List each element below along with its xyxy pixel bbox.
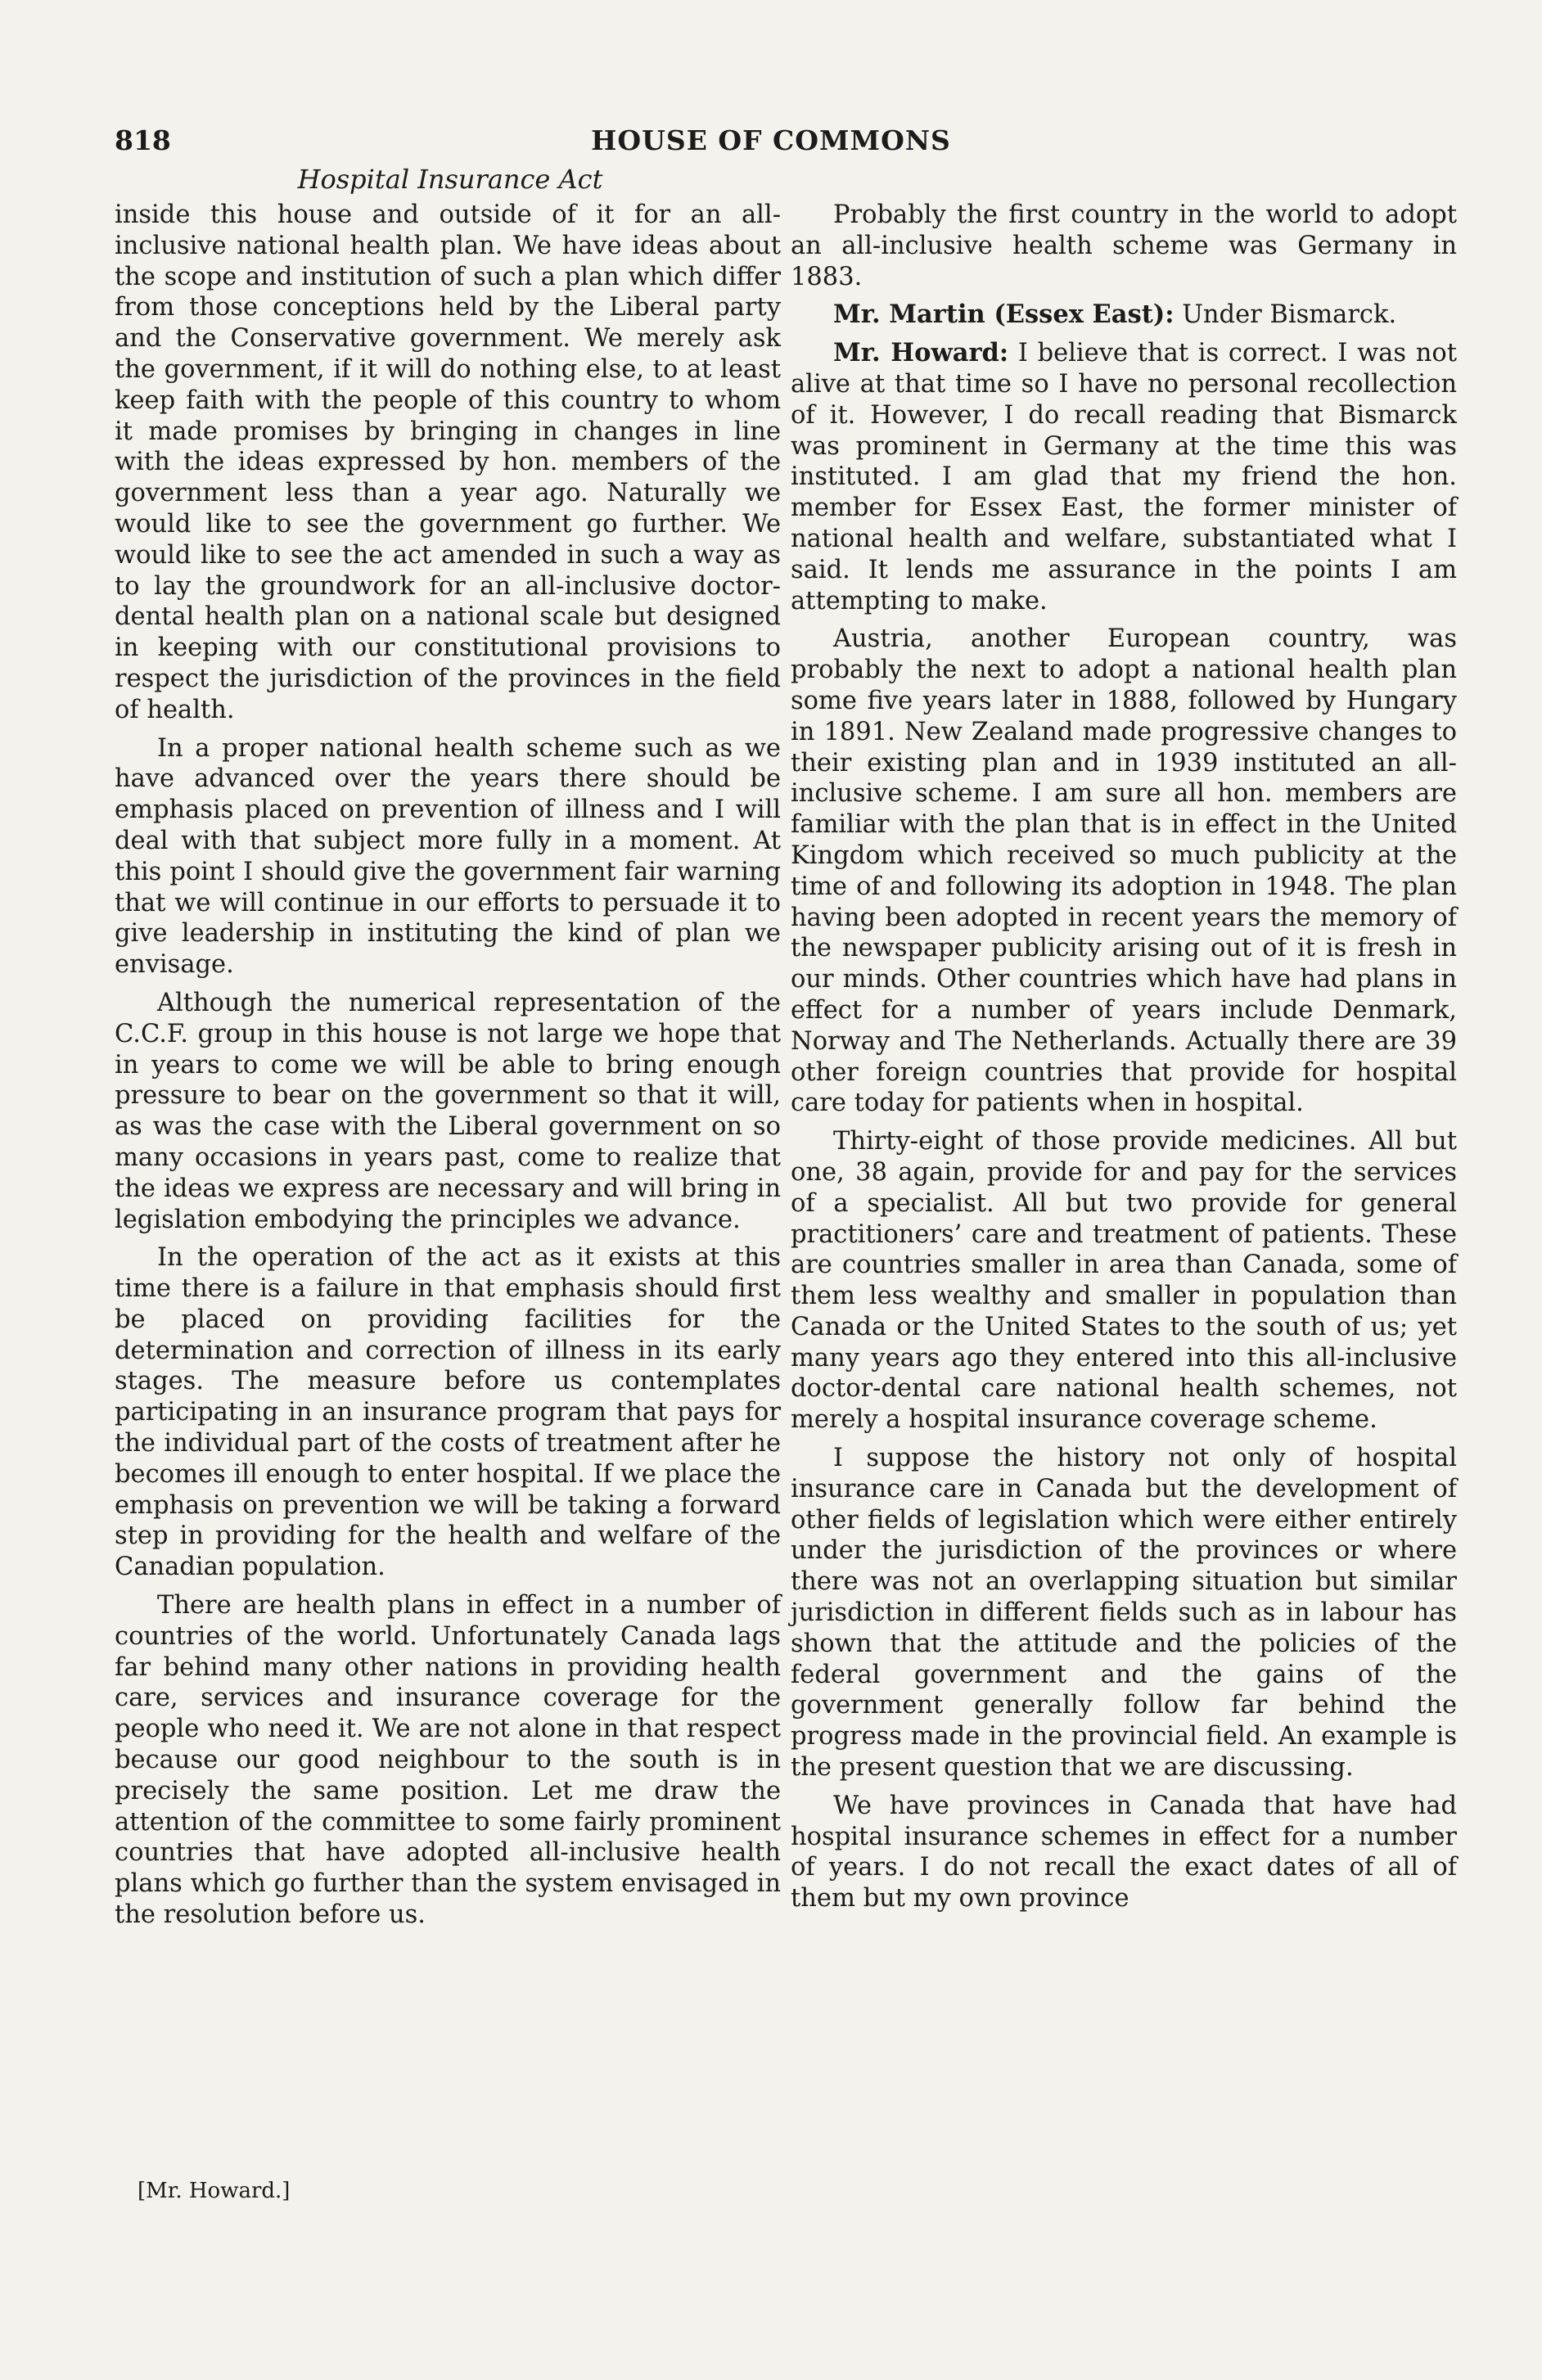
speaker-paragraph: [791, 300, 1457, 331]
paragraph: In a proper national health scheme such as we have advanced over the years there should be emphasis placed on prevention of illness and I will deal with that subject more fully in a moment. At this point I should give the government fair warning that we will continue in our efforts to persuade it to give leadership in instituting the kind of plan we envisage.: [115, 733, 781, 980]
speaker-name: Mr. Martin (Essex East):: [833, 300, 1175, 330]
paragraph: inside this house and outside of it for an all-inclusive national health plan. We have ideas about the scope and institution of such a plan which differ from those conceptions held by the Liberal party and the Conservative government. We merely ask the government, if it will do nothing else, to at least keep faith with the people of this country to whom it made promises by bringing in changes in line with the ideas expressed by hon. members of the government less than a year ago. Naturally we would like to see the government go further. We would like to see the act amended in such a way as to lay the groundwork for an all-inclusive doctor-dental health plan on a national scale but designed in keeping with our constitutional provisions to respect the jurisdiction of the provinces in the field of health.: [115, 201, 781, 724]
speaker-name: Mr. Howard:: [833, 338, 1009, 368]
paragraph: Probably the first country in the world to adopt an all-inclusive health scheme was Germany in 1883.: [791, 201, 1457, 291]
section-title: Hospital Insurance Act: [297, 164, 603, 195]
running-head: HOUSE OF COMMONS: [591, 124, 951, 156]
paragraph: Austria, another European country, was probably the next to adopt a national health plan some five years later in 1888, followed by Hungary in 1891. New Zealand made progressive changes to their existing plan and in 1939 instituted an all-inclusive scheme. I am sure all hon. members are familiar with the plan that is in effect in the United Kingdom which received so much publicity at the time of and following its adoption in 1948. The plan having been adopted in recent years the memory of the newspaper publicity arising out of it is fresh in our minds. Other countries which have had plans in effect for a number of years include Denmark, Norway and The Netherlands. Actually there are 39 other foreign countries that provide for hospital care today for patients when in hospital.: [791, 624, 1457, 1118]
paragraph: There are health plans in effect in a number of countries of the world. Unfortunately Canada lags far behind many other nations in providing health care, services and insurance coverage for the people who need it. We are not alone in that respect because our good neighbour to the south is in precisely the same position. Let me draw the attention of the committee to some fairly prominent countries that have adopted all-inclusive health plans which go further than the system envisaged in the resolution before us.: [115, 1591, 781, 1930]
speaker-text: Under Bismarck.: [1174, 300, 1397, 330]
left-column: [115, 200, 781, 1938]
page-number: 818: [115, 124, 171, 156]
paragraph: Thirty-eight of those provide medicines. All but one, 38 again, provide for and pay for the services of a specialist. All but two provide for general practitioners’ care and treatment of patients. These are countries smaller in area than Canada, some of them less wealthy and smaller in population than Canada or the United States to the south of us; yet many years ago they entered into this all-inclusive doctor-dental care national health schemes, not merely a hospital insurance coverage scheme.: [791, 1127, 1457, 1435]
paragraph: We have provinces in Canada that have had hospital insurance schemes in effect for a number of years. I do not recall the exact dates of all of them but my own province: [791, 1791, 1457, 1913]
speaker-text: I believe that is correct. I was not alive at that time so I have no personal recollection of it. However, I do recall reading that Bismarck was prominent in Germany at the time this was instituted. I am glad that my friend the hon. member for Essex East, the former minister of national health and welfare, substantiated what I said. It lends me assurance in the points I am attempting to make.: [791, 339, 1457, 615]
paragraph: I suppose the history not only of hospital insurance care in Canada but the development of other fields of legislation which were either entirely under the jurisdiction of the provinces or where there was not an overlapping situation but similar jurisdiction in different fields such as in labour has shown that the attitude and the policies of the federal government and the gains of the government generally follow far behind the progress made in the provincial field. An example is the present question that we are discussing.: [791, 1444, 1457, 1783]
speaker-paragraph: [791, 338, 1457, 616]
speaker-attribution: [Mr. Howard.]: [138, 2179, 291, 2203]
paragraph: In the operation of the act as it exists at this time there is a failure in that emphasis should first be placed on providing facilities for the determination and correction of illness in its early stages. The measure before us contemplates participating in an insurance program that pays for the individual part of the costs of treatment after he becomes ill enough to enter hospital. If we place the emphasis on prevention we will be taking a forward step in providing for the health and welfare of the Canadian population.: [115, 1243, 781, 1582]
paragraph: Although the numerical representation of the C.C.F. group in this house is not large we hope that in years to come we will be able to bring enough pressure to bear on the government so that it will, as was the case with the Liberal government on so many occasions in years past, come to realize that the ideas we express are necessary and will bring in legislation embodying the principles we advance.: [115, 988, 781, 1234]
right-column: [791, 200, 1457, 1922]
